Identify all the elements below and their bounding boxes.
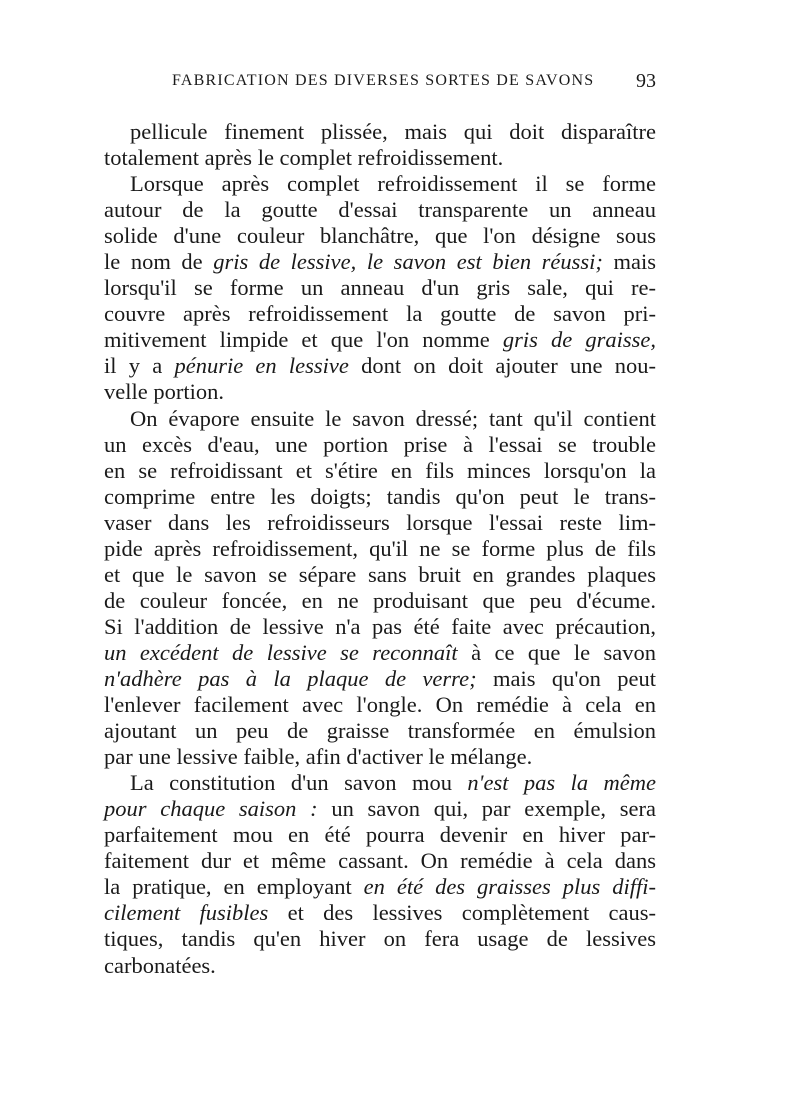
text-segment: autour de la goutte d'essai transparente un anneau (104, 197, 656, 223)
paragraph (104, 406, 656, 771)
text-segment: mitivement limpide et que l'on nomme (104, 327, 503, 353)
text-segment: comprime entre les doigts; tandis qu'on peut le trans- (104, 483, 656, 509)
text-segment: ajoutant un peu de graisse transformée en émulsion (104, 718, 656, 744)
text-segment: l'enlever facilement avec l'ongle. On remédie à cela en (104, 692, 656, 718)
text-line (104, 874, 656, 900)
text-line (104, 510, 656, 536)
italic-text: un excédent de lessive se reconnaît (104, 639, 458, 665)
text-line (104, 796, 656, 822)
text-line (104, 900, 656, 926)
text-line (104, 353, 656, 379)
text-segment: pellicule finement plissée, mais qui doit disparaître (130, 119, 656, 144)
text-line (104, 171, 656, 197)
text-segment: totalement après le complet refroidissement. (104, 145, 504, 171)
text-segment: pide après refroidissement, qu'il ne se forme plus de fils (104, 535, 656, 561)
text-line (104, 666, 656, 692)
text-line (104, 484, 656, 510)
text-line (104, 770, 656, 796)
italic-text: en été des graisses plus diffi- (363, 874, 656, 900)
italic-text: pour chaque saison : (104, 796, 318, 822)
page-number: 93 (636, 70, 656, 92)
text-line (104, 458, 656, 484)
text-line (104, 327, 656, 353)
text-line (104, 744, 656, 770)
text-segment: de couleur foncée, en ne produisant que peu d'écume. (104, 587, 656, 613)
paragraph (104, 119, 656, 171)
text-segment: La constitution d'un savon mou (130, 770, 468, 796)
text-segment: dont on doit ajouter une nou- (348, 353, 656, 379)
text-line (104, 119, 656, 145)
text-segment: et des lessives complètement caus- (268, 900, 656, 926)
body-text (104, 119, 656, 979)
text-segment: tiques, tandis qu'en hiver on fera usage de lessives (104, 926, 656, 952)
text-segment: vaser dans les refroidisseurs lorsque l'essai reste lim- (104, 509, 656, 535)
text-line (104, 301, 656, 327)
text-segment: en se refroidissant et s'étire en fils minces lorsqu'on la (104, 457, 656, 483)
text-line (104, 926, 656, 952)
text-line (104, 953, 656, 979)
text-segment: mais (602, 249, 657, 275)
text-line (104, 145, 656, 171)
text-segment: et que le savon se sépare sans bruit en grandes plaques (104, 561, 656, 587)
text-segment: velle portion. (104, 379, 224, 405)
italic-text: cilement fusibles (104, 900, 269, 926)
text-segment: il y a (104, 353, 175, 379)
text-segment: couvre après refroidissement la goutte de savon pri- (104, 301, 656, 327)
text-line (104, 822, 656, 848)
italic-text: n'est pas la même (467, 770, 656, 796)
text-line (104, 197, 656, 223)
text-line (104, 640, 656, 666)
italic-text: gris de graisse, (502, 327, 656, 353)
text-line (104, 718, 656, 744)
text-segment: un savon qui, par exemple, sera (317, 796, 656, 822)
text-segment: un excès d'eau, une portion prise à l'essai se trouble (104, 431, 656, 457)
text-line (104, 223, 656, 249)
text-line (104, 275, 656, 301)
paragraph (104, 171, 656, 405)
text-segment: le nom de (104, 249, 214, 275)
text-segment: la pratique, en employant (104, 874, 364, 900)
text-line (104, 406, 656, 432)
text-segment: solide d'une couleur blanchâtre, que l'on désigne sous (104, 223, 656, 249)
text-segment: parfaitement mou en été pourra devenir en hiver par- (104, 822, 656, 848)
running-title: FABRICATION DES DIVERSES SORTES DE SAVONS (172, 72, 595, 89)
text-segment: faitement dur et même cassant. On remédie à cela dans (104, 848, 656, 874)
text-segment: lorsqu'il se forme un anneau d'un gris sale, qui re- (104, 275, 656, 301)
text-line (104, 379, 656, 405)
text-line (104, 848, 656, 874)
text-line (104, 432, 656, 458)
text-segment: carbonatées. (104, 952, 216, 978)
running-head (104, 70, 656, 100)
text-line (104, 536, 656, 562)
italic-text: gris de lessive, le savon est bien réussi; (213, 249, 603, 275)
text-line (104, 614, 656, 640)
text-line (104, 588, 656, 614)
italic-text: pénurie en lessive (174, 353, 349, 379)
text-line (104, 692, 656, 718)
text-segment: à ce que le savon (457, 639, 656, 665)
text-segment: On évapore ensuite le savon dressé; tant qu'il contient (130, 405, 656, 431)
text-segment: mais qu'on peut (476, 665, 656, 691)
text-line (104, 249, 656, 275)
paragraph (104, 770, 656, 978)
text-line (104, 562, 656, 588)
text-segment: par une lessive faible, afin d'activer le mélange. (104, 744, 533, 770)
italic-text: n'adhère pas à la plaque de verre; (104, 665, 477, 691)
text-segment: Si l'addition de lessive n'a pas été faite avec précaution, (104, 613, 656, 639)
text-segment: Lorsque après complet refroidissement il se forme (130, 171, 656, 197)
